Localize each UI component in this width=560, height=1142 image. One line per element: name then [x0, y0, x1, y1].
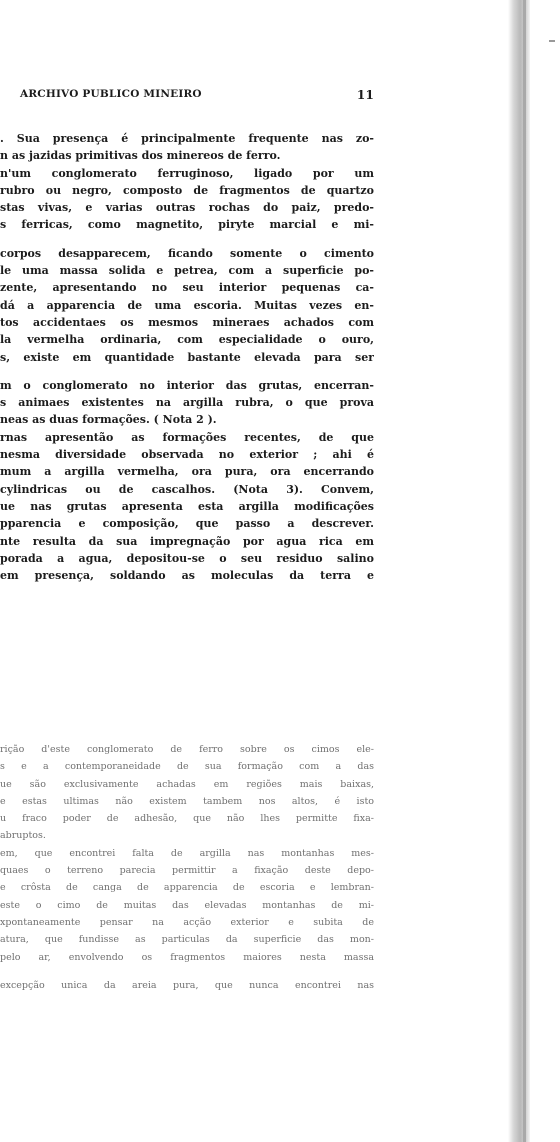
- footnotes: [0, 743, 374, 996]
- footnote: [0, 743, 374, 847]
- paragraph-gap: [0, 366, 374, 377]
- footnote-line: este o cimo de muitas das elevadas montanhas de mi-: [0, 899, 374, 911]
- text-line: zente, apresentando no seu interior pequenas ca-: [0, 281, 374, 295]
- text-line: dá a apparencia de uma escoria. Muitas vezes en-: [0, 298, 374, 312]
- footnote-line: em, que encontrei falta de argilla nas montanhas mes-: [0, 847, 374, 859]
- footnote-line: pelo ar, envolvendo os fragmentos maiores nesta massa: [0, 951, 374, 963]
- footnote-line: rição d'este conglomerato de ferro sobre os cimos ele-: [0, 744, 374, 755]
- text-line: pparencia e composição, que passo a descrever.: [0, 517, 374, 531]
- book-gutter-edge: [523, 0, 526, 1142]
- footnote: [0, 847, 374, 968]
- footnote-line: ue são exclusivamente achadas em regiões mais baixas,: [0, 778, 374, 790]
- scan-mark: [549, 40, 555, 42]
- running-header: [0, 88, 374, 104]
- page-number: 11: [356, 88, 374, 102]
- footnote-line: abruptos.: [0, 830, 46, 842]
- footnote-gap: [0, 968, 374, 979]
- text-line: neas as duas formações. ( Nota 2 ).: [0, 413, 217, 427]
- text-line: m o conglomerato no interior das grutas, encerran-: [0, 378, 374, 392]
- running-title: ARCHIVO PUBLICO MINEIRO: [20, 88, 202, 100]
- text-line: mum a argilla vermelha, ora pura, ora encerrando: [0, 465, 374, 479]
- footnote-line: quaes o terreno parecia permittir a fixação deste depo-: [0, 865, 374, 877]
- paragraph: [0, 245, 374, 366]
- paragraph: [0, 165, 374, 234]
- text-line: rubro ou negro, composto de fragmentos de quartzo: [0, 183, 374, 197]
- footnote-line: excepção unica da areia pura, que nunca encontrei nas: [0, 979, 374, 991]
- text-line: ue nas grutas apresenta esta argilla modificações: [0, 499, 374, 513]
- text-line: cylindricas ou de cascalhos. (Nota 3). Convem,: [0, 482, 374, 496]
- text-line: porada a agua, depositou-se o seu residuo salino: [0, 551, 374, 565]
- footnote-line: u fraco poder de adhesão, que não lhes permitte fixa-: [0, 813, 374, 825]
- footnote-line: atura, que fundisse as particulas da superficie das mon-: [0, 934, 374, 946]
- text-line: n'um conglomerato ferruginoso, ligado por um: [0, 166, 374, 180]
- text-line: rnas apresentão as formações recentes, de que: [0, 430, 374, 444]
- text-line: nesma diversidade observada no exterior ; ahi é: [0, 448, 374, 462]
- text-line: em presença, soldando as moleculas da terra e: [0, 569, 374, 583]
- text-line: tos accidentaes os mesmos mineraes achados com: [0, 315, 374, 329]
- paragraph: [0, 429, 374, 585]
- footnote-line: s e a contemporaneidade de sua formação com a das: [0, 761, 374, 773]
- text-line: stas vivas, e varias outras rochas do paiz, predo-: [0, 201, 374, 215]
- text-line: s animaes existentes na argilla rubra, o que prova: [0, 396, 374, 410]
- text-line: n as jazidas primitivas dos minereos de ferro.: [0, 149, 281, 163]
- paragraph: [0, 130, 374, 165]
- text-line: le uma massa solida e petrea, com a superficie po-: [0, 264, 374, 278]
- book-spine-shadow: [508, 0, 530, 1142]
- text-line: . Sua presença é principalmente frequente nas zo-: [0, 132, 374, 145]
- footnote-line: e crôsta de canga de apparencia de escoria e lembran-: [0, 882, 374, 894]
- text-line: la vermelha ordinaria, com especialidade o ouro,: [0, 333, 374, 347]
- paragraph-gap: [0, 234, 374, 245]
- footnote-line: e estas ultimas não existem tambem nos altos, é isto: [0, 795, 374, 807]
- text-line: s ferricas, como magnetito, piryte marcial e mi-: [0, 218, 374, 232]
- text-line: nte resulta da sua impregnação por agua rica em: [0, 534, 374, 548]
- text-line: s, existe em quantidade bastante elevada para ser: [0, 350, 374, 364]
- body-text: [0, 130, 374, 584]
- footnote-line: xpontaneamente pensar na acção exterior e subita de: [0, 916, 374, 928]
- text-line: corpos desapparecem, ficando somente o cimento: [0, 246, 374, 260]
- footnote: [0, 979, 374, 996]
- paragraph: [0, 377, 374, 429]
